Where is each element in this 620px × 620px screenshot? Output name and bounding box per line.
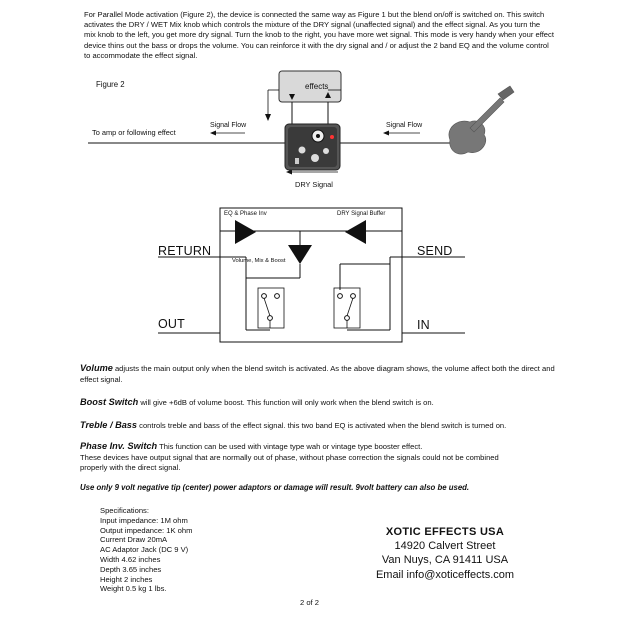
boost-section bbox=[80, 397, 560, 409]
volume-section bbox=[80, 363, 560, 385]
mix-buffer bbox=[288, 245, 312, 264]
company-email: Email info@xoticeffects.com bbox=[375, 568, 515, 581]
spec-line: Weight 0.5 kg 1 lbs. bbox=[100, 584, 167, 594]
signal-flow-right-label: Signal Flow bbox=[386, 122, 423, 129]
return-label: RETURN bbox=[158, 244, 212, 258]
power-warning: Use only 9 volt negative tip (center) power adaptors or damage will result. 9volt battery can also be used. bbox=[80, 483, 470, 492]
treble-bass-section bbox=[80, 420, 560, 432]
volume-title: Volume bbox=[80, 363, 113, 373]
spec-line: Height 2 inches bbox=[100, 574, 153, 584]
effects-label: effects bbox=[305, 82, 329, 91]
company-name: XOTIC EFFECTS USA bbox=[385, 526, 505, 538]
left-switch bbox=[258, 288, 284, 328]
spec-line: Input impedance: 1M ohm bbox=[100, 515, 188, 525]
signal-flow-left-label: Signal Flow bbox=[210, 122, 247, 129]
volume-text: adjusts the main output only when the blend switch is activated. As the above diagram shows, the volume affect both the direct and effect signal. bbox=[80, 364, 555, 384]
company-city: Van Nuys, CA 91411 USA bbox=[381, 554, 509, 567]
page-number: 2 of 2 bbox=[300, 598, 319, 607]
spec-line: Width 4.62 inches bbox=[100, 554, 161, 564]
dry-buffer bbox=[345, 220, 366, 244]
eq-phase-buffer bbox=[235, 220, 256, 244]
company-block bbox=[360, 525, 530, 582]
spec-line: Output impedance: 1K ohm bbox=[100, 525, 193, 535]
company-street: 14920 Calvert Street bbox=[394, 540, 496, 553]
phase-text: This function can be used with vintage type wah or vintage type booster effect. bbox=[157, 442, 423, 451]
send-label: SEND bbox=[417, 244, 453, 258]
in-label: IN bbox=[417, 318, 430, 332]
vol-mix-label: Volume, Mix & Boost bbox=[232, 258, 286, 264]
spec-line: Current Draw 20mA bbox=[100, 535, 168, 545]
guitar-icon bbox=[449, 86, 514, 154]
phase-section bbox=[80, 441, 560, 474]
signal-flow-figure bbox=[0, 0, 620, 200]
specifications bbox=[100, 506, 192, 594]
intro-paragraph: For Parallel Mode activation (Figure 2), the device is connected the same way as Figure 1 but the blend on/off is switched on. This switch activates the DRY / WET Mix knob which controls the mixture of the DRY signal (unaffected signal) and the effect signal. As you turn the mix knob to the left, you get more dry signal. Turn the knob to the right, you have more wet signal. This mode is very handy when your effect device thins out the bass or drops the volume. You can reinforce it with the dry signal and / or adjust the 2 band EQ and the volume control to accommodate the effect signal. bbox=[84, 10, 554, 60]
phase-extra-text: These devices have output signal that are normally out of phase, without phase correction the signals could not be combined properly with the direct signal. bbox=[80, 452, 499, 472]
boost-text: will give +6dB of volume boost. This function will only work when the blend switch is on. bbox=[138, 398, 434, 407]
to-amp-label: To amp or following effect bbox=[92, 128, 176, 137]
dry-buffer-label: DRY Signal Buffer bbox=[337, 211, 386, 217]
out-label: OUT bbox=[158, 317, 185, 331]
pedal-icon bbox=[285, 124, 340, 170]
spec-line: AC Adaptor Jack (DC 9 V) bbox=[100, 545, 189, 555]
treble-bass-text: controls treble and bass of the effect signal. this two band EQ is activated when the blend switch is turned on. bbox=[137, 421, 507, 430]
phase-title: Phase Inv. Switch bbox=[80, 441, 158, 451]
spec-line: Depth 3.65 inches bbox=[100, 564, 162, 574]
dry-signal-label: DRY Signal bbox=[295, 180, 333, 189]
circuit-diagram bbox=[0, 200, 620, 350]
specs-heading: Specifications: bbox=[100, 506, 149, 515]
boost-title: Boost Switch bbox=[80, 397, 139, 407]
eq-phase-label: EQ & Phase Inv bbox=[224, 211, 267, 217]
figure-label: Figure 2 bbox=[96, 80, 125, 89]
treble-bass-title: Treble / Bass bbox=[80, 420, 138, 430]
